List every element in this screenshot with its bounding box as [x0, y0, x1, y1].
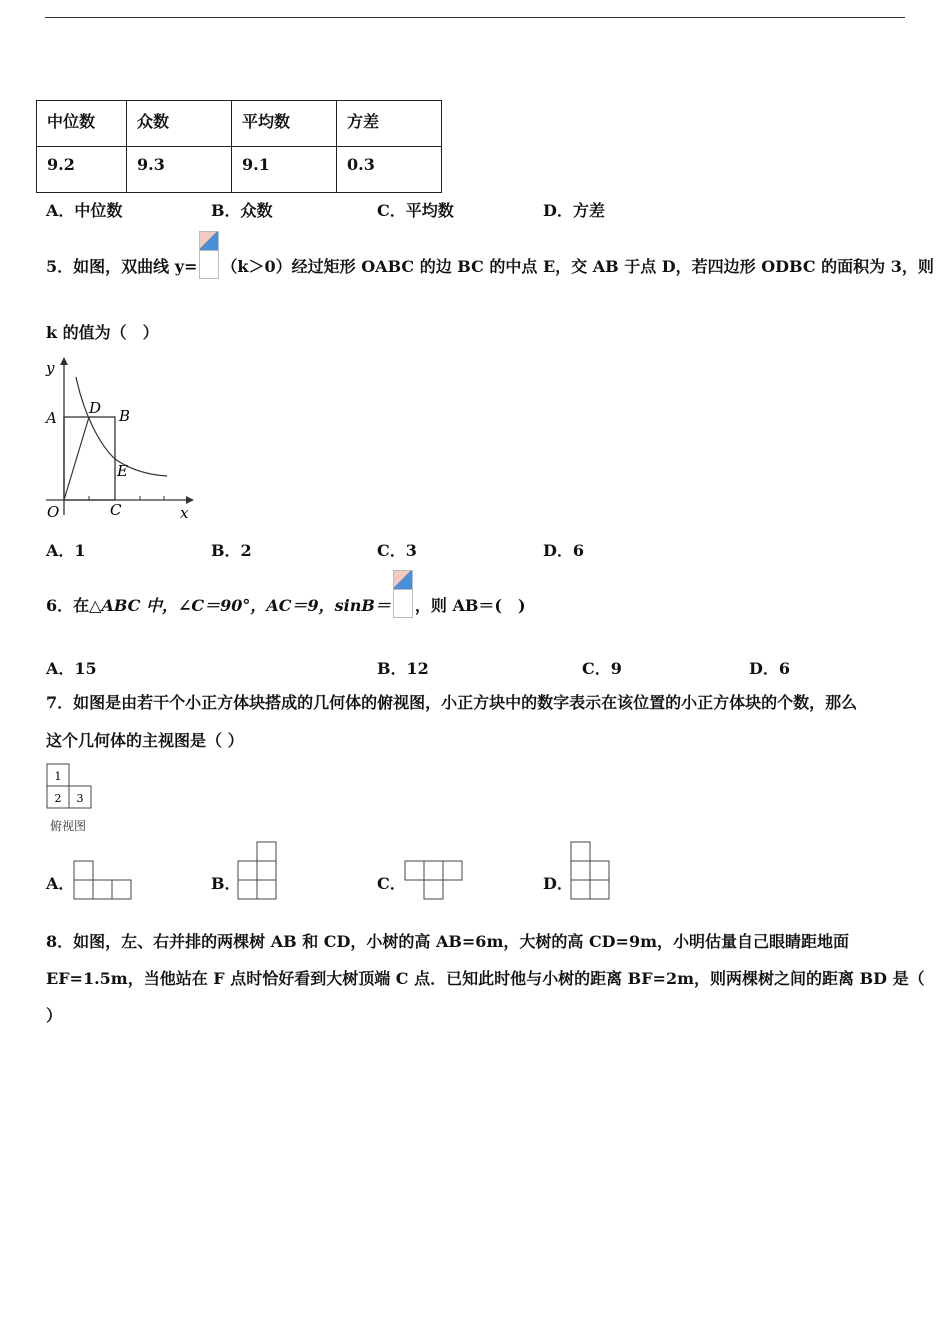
q7-option-d-label: D． [543, 874, 573, 893]
top-view-number: 1 [54, 770, 62, 783]
q5-option-b: B．2 [211, 541, 252, 560]
q5-text-after: （k＞0）经过矩形 OABC 的边 BC 的中点 E，交 AB 于点 D，若四边形 ODBC 的面积为 3，则 [221, 257, 934, 276]
q5-stem [46, 231, 934, 281]
table-header-cell: 中位数 [37, 101, 127, 147]
table-header-cell: 平均数 [232, 101, 337, 147]
q5-option-a: A．1 [46, 541, 86, 560]
table-cell: 9.3 [127, 147, 232, 193]
q6-option-d: D．6 [749, 659, 791, 678]
q7-option-a-label: A． [46, 874, 75, 893]
table-header-cell: 方差 [337, 101, 442, 147]
fig-label-b: B [119, 407, 131, 425]
fig-label-d: D [89, 399, 102, 417]
q7-option-c-label: C． [377, 874, 406, 893]
q7-option-a-figure [73, 860, 133, 902]
q7-stem-line1: 7．如图是由若干个小正方体块搭成的几何体的俯视图，小正方块中的数字表示在该位置的小正方体块的个数，那么 [46, 693, 858, 712]
top-view-number: 3 [76, 792, 84, 805]
top-view-caption: 俯视图 [50, 819, 87, 833]
q7-stem-line2: 这个几何体的主视图是（ ） [46, 731, 244, 750]
q8-stem-line1: 8．如图，左、右并排的两棵树 AB 和 CD，小树的高 AB=6m，大树的高 CD=9m，小明估量自己眼睛距地面 [46, 932, 850, 951]
q8-stem-line3: ） [46, 1006, 63, 1025]
q6-option-b: B．12 [377, 659, 429, 678]
q5-option-d: D．6 [543, 541, 585, 560]
q6-prefix: 6．在 [46, 596, 90, 615]
fraction-image-icon [199, 231, 219, 279]
fig-label-c: C [110, 501, 122, 519]
fig-label-y: y [46, 359, 55, 377]
fig-label-x: x [180, 504, 189, 522]
table-row [37, 147, 442, 193]
q4-option-a: A．中位数 [46, 201, 123, 220]
q6-suffix: ，则 AB＝( ) [414, 596, 526, 615]
fraction-image-icon [393, 570, 413, 618]
q5-stem-line2: k 的值为（ ） [46, 323, 159, 342]
q4-option-d: D．方差 [543, 201, 605, 220]
q6-math: △ABC 中，∠C＝90°，AC＝9，sinB＝ [89, 596, 391, 615]
header-rule [45, 17, 905, 18]
table-cell: 9.2 [37, 147, 127, 193]
q7-option-b-label: B． [211, 874, 241, 893]
fig-label-e: E [117, 462, 128, 480]
q4-option-c: C．平均数 [377, 201, 454, 220]
table-cell: 0.3 [337, 147, 442, 193]
q7-top-view [46, 763, 94, 811]
table-header-cell: 众数 [127, 101, 232, 147]
q7-option-d-figure [570, 841, 612, 902]
table-cell: 9.1 [232, 147, 337, 193]
q5-text-before: 5．如图，双曲线 y= [46, 257, 198, 276]
q4-option-b: B．众数 [211, 201, 273, 220]
top-view-number: 2 [54, 792, 62, 805]
q7-option-b-figure [237, 841, 279, 902]
stats-table [36, 100, 442, 193]
fig-label-a: A [46, 409, 57, 427]
q6-option-a: A．15 [46, 659, 97, 678]
table-row [37, 101, 442, 147]
fig-label-o: O [47, 503, 60, 521]
q6-stem [46, 570, 526, 620]
q6-option-c: C．9 [582, 659, 622, 678]
q5-figure [42, 355, 202, 525]
q5-option-c: C．3 [377, 541, 417, 560]
q8-stem-line2: EF=1.5m，当他站在 F 点时恰好看到大树顶端 C 点．已知此时他与小树的距离 BF=2m，则两棵树之间的距离 BD 是（ [46, 969, 925, 988]
q7-option-c-figure [404, 860, 464, 902]
